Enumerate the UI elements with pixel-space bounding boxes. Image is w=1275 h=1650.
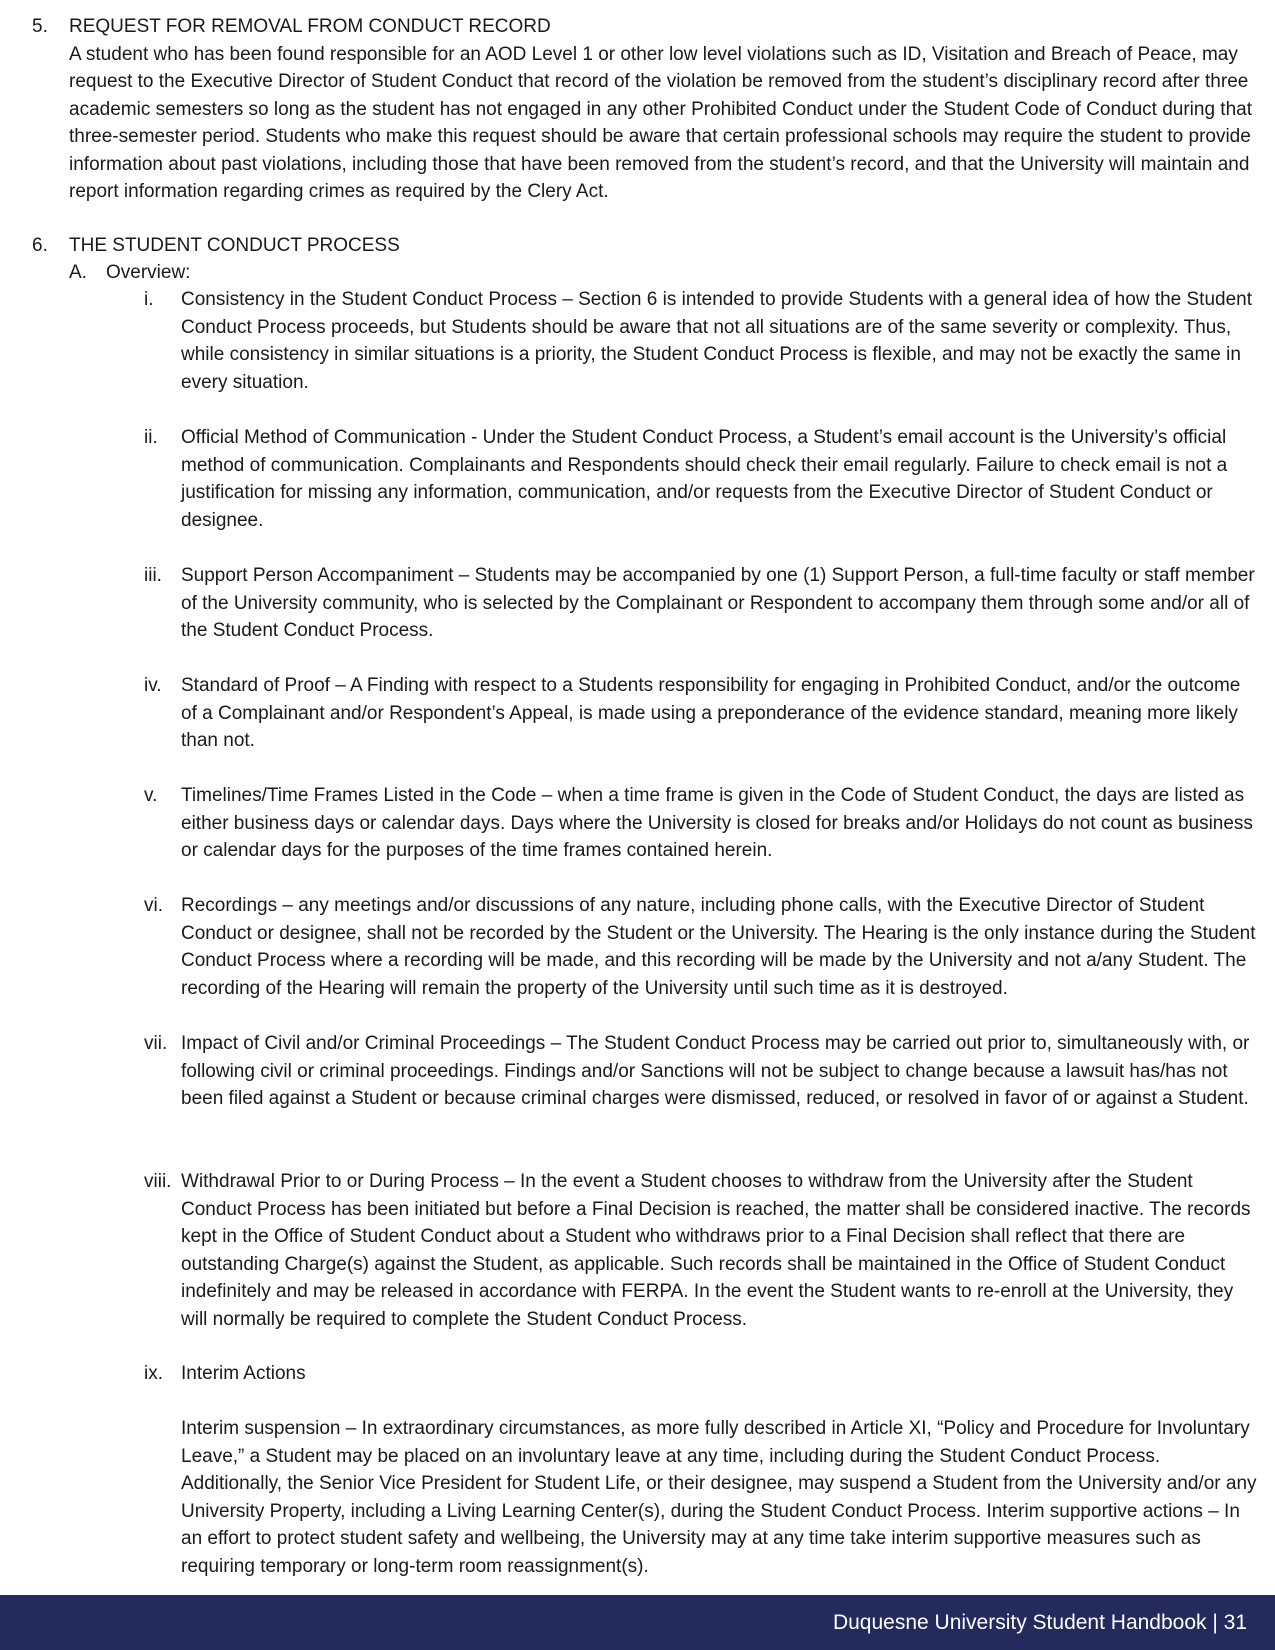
list-item-numeral: vii. bbox=[144, 1033, 168, 1054]
list-item-numeral: ii. bbox=[144, 427, 158, 448]
list-item-text: Official Method of Communication - Under the Student Conduct Process, a Student’s email account is the University’s official method of communication. Complainants and Respondents should check their email regularly. Failure to check email is not a justification for missing any information, communication, and/or requests from the Executive Director of Student Conduct or designee. bbox=[181, 427, 1228, 531]
interim-actions-paragraph: Interim suspension – In extraordinary circumstances, as more fully described in Article XI, “Policy and Procedure for Involuntary Leave,” a Student may be placed on an involuntary leave at any time, including during the Student Conduct Process. Additionally, the Senior Vice President for Student Life, or their designee, may suspend a Student from the University and/or any University Property, including a Living Learning Center(s), during the Student Conduct Process. Interim supportive actions – In an effort to protect student safety and wellbeing, the University may at any time take interim supportive measures such as requiring temporary or long-term room reassignment(s). bbox=[181, 1418, 1257, 1577]
list-item-numeral: vi. bbox=[144, 895, 163, 916]
list-item-text: Withdrawal Prior to or During Process – In the event a Student chooses to withdraw from the University after the Student Conduct Process has been initiated but before a Final Decision is reached, the matter shall be considered inactive. The records kept in the Office of Student Conduct about a Student who withdraws prior to a Final Decision shall reflect that there are outstanding Charge(s) against the Student, as applicable. Such records shall be maintained in the Office of Student Conduct indefinitely and may be released in accordance with FERPA. In the event the Student wants to re-enroll at the University, they will normally be required to complete the Student Conduct Process. bbox=[181, 1171, 1251, 1330]
list-item-numeral: iii. bbox=[144, 565, 162, 586]
list-item-text: Timelines/Time Frames Listed in the Code – when a time frame is given in the Code of Student Conduct, the days are listed as either business days or calendar days. Days where the University is closed for breaks and/or Holidays do not count as business or calendar days for the purposes of the time frames contained herein. bbox=[181, 785, 1253, 861]
footer-text: Duquesne University Student Handbook | 31 bbox=[832, 1611, 1247, 1634]
section-6-heading: THE STUDENT CONDUCT PROCESS bbox=[69, 235, 400, 256]
section-5-body: A student who has been found responsible for an AOD Level 1 or other low level violations such as ID, Visitation and Breach of Peace, may request to the Executive Director of Student Conduct that record of the violation be removed from the student’s disciplinary record after three academic semesters so long as the student has not engaged in any other Prohibited Conduct under the Student Code of Conduct during that three-semester period. Students who make this request should be aware that certain professional schools may require the student to provide information about past violations, including those that have been removed from the student’s record, and that the University will maintain and report information regarding crimes as required by the Clery Act. bbox=[69, 43, 1252, 202]
list-item-text: Standard of Proof – A Finding with respect to a Students responsibility for engaging in Prohibited Conduct, and/or the outcome of a Complainant and/or Respondent’s Appeal, is made using a preponderance of the evidence standard, meaning more likely than not. bbox=[181, 675, 1241, 751]
list-item-text: Recordings – any meetings and/or discussions of any nature, including phone calls, with the Executive Director of Student Conduct or designee, shall not be recorded by the Student or the University. The Hearing is the only instance during the Student Conduct Process where a recording will be made, and this recording will be made by the University and not a/any Student. The recording of the Hearing will remain the property of the University until such time as it is destroyed. bbox=[181, 895, 1256, 999]
subsection-a-letter: A. bbox=[69, 262, 87, 283]
page-footer bbox=[0, 1595, 1275, 1650]
list-item-numeral: viii. bbox=[144, 1171, 172, 1192]
list-item-numeral: v. bbox=[144, 785, 158, 806]
list-item-numeral: ix. bbox=[144, 1363, 163, 1384]
subsection-a-title: Overview: bbox=[106, 262, 191, 283]
section-5-number: 5. bbox=[32, 16, 48, 37]
list-item-numeral: iv. bbox=[144, 675, 162, 696]
list-item-text: Consistency in the Student Conduct Process – Section 6 is intended to provide Students with a general idea of how the Student Conduct Process proceeds, but Students should be aware that not all situations are of the same severity or complexity. Thus, while consistency in similar situations is a priority, the Student Conduct Process is flexible, and may not be exactly the same in every situation. bbox=[181, 289, 1253, 393]
section-6-number: 6. bbox=[32, 235, 48, 256]
section-5-heading: REQUEST FOR REMOVAL FROM CONDUCT RECORD bbox=[69, 16, 551, 37]
list-item-numeral: i. bbox=[144, 289, 154, 310]
list-item-text: Support Person Accompaniment – Students may be accompanied by one (1) Support Person, a full-time faculty or staff member of the University community, who is selected by the Complainant or Respondent to accompany them through some and/or all of the Student Conduct Process. bbox=[181, 565, 1255, 641]
list-item-text: Interim Actions bbox=[181, 1363, 306, 1384]
list-item-text: Impact of Civil and/or Criminal Proceedings – The Student Conduct Process may be carried out prior to, simultaneously with, or following civil or criminal proceedings. Findings and/or Sanctions will not be subject to change because a lawsuit has/has not been filed against a Student or because criminal charges were dismissed, reduced, or resolved in favor of or against a Student. bbox=[181, 1033, 1250, 1109]
